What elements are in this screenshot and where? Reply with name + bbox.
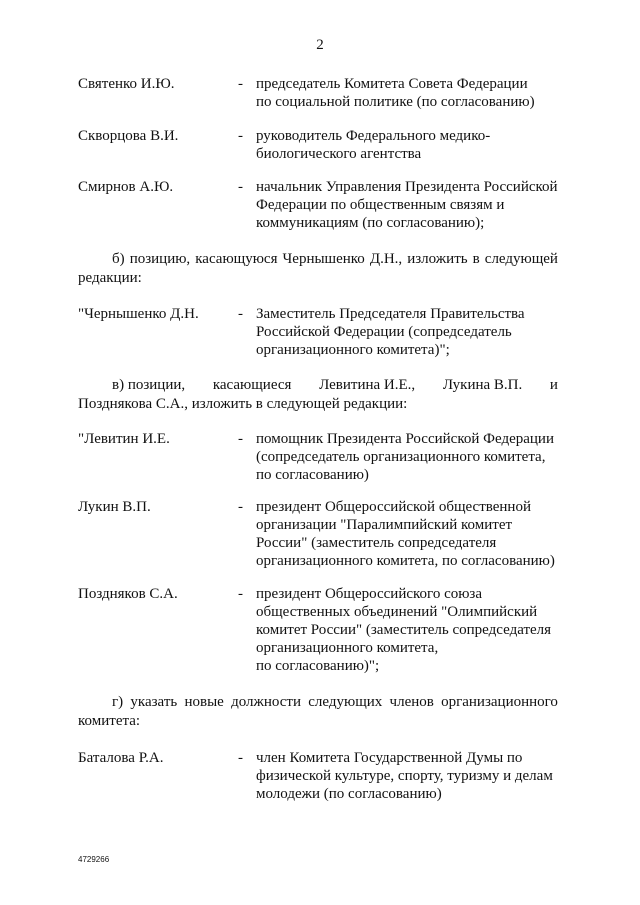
dash-separator: - [238,179,243,195]
dash-separator: - [238,306,243,322]
member-name: Скворцова В.И. [78,128,179,144]
member-description: помощник Президента Российской Федерации (сопредседатель организационного комитета, по согласованию) [256,431,554,483]
paragraph-g-line2: комитета: [78,713,141,729]
paragraph-g-line1: г) указать новые должности следующих членов организационного [112,694,558,710]
member-name: Святенко И.Ю. [78,76,175,92]
paragraph-v [78,376,558,414]
paragraph-b [78,250,558,288]
dash-separator: - [238,586,243,602]
member-name: Лукин В.П. [78,499,151,515]
paragraph-v-line1: в) позиции, касающиеся Левитина И.Е., Лукина В.П. и [112,377,558,393]
member-description: начальник Управления Президента Российской Федерации по общественным связям и коммуникациям (по согласованию); [256,179,558,231]
member-name: "Левитин И.Е. [78,431,170,447]
dash-separator: - [238,128,243,144]
member-name: Смирнов А.Ю. [78,179,174,195]
paragraph-g [78,693,558,731]
paragraph-b-line2: редакции: [78,270,142,286]
member-description: член Комитета Государственной Думы по физической культуре, спорту, туризму и делам молодежи (по согласованию) [256,750,553,802]
document-code: 4729266 [78,855,110,864]
page-number: 2 [316,37,324,53]
paragraph-b-line1: б) позицию, касающуюся Чернышенко Д.Н., изложить в следующей [112,251,558,267]
dash-separator: - [238,76,243,92]
member-description: руководитель Федерального медико- биологического агентства [256,128,491,162]
member-description: президент Общероссийского союза общественных объединений "Олимпийский комитет России" (заместитель сопредседателя организационного комитета, по согласованию)"; [256,586,552,674]
member-name: "Чернышенко Д.Н. [78,306,199,322]
dash-separator: - [238,431,243,447]
member-description: президент Общероссийской общественной организации "Паралимпийский комитет России" (заместитель сопредседателя организационного комитета, по согласованию) [256,499,555,569]
paragraph-v-line2: Позднякова С.А., изложить в следующей редакции: [78,396,408,412]
member-description: Заместитель Председателя Правительства Российской Федерации (сопредседатель организационного комитета)"; [256,306,525,358]
member-description: председатель Комитета Совета Федерации по социальной политике (по согласованию) [256,76,535,110]
dash-separator: - [238,750,243,766]
dash-separator: - [238,499,243,515]
member-name: Поздняков С.А. [78,586,178,602]
member-name: Баталова Р.А. [78,750,164,766]
